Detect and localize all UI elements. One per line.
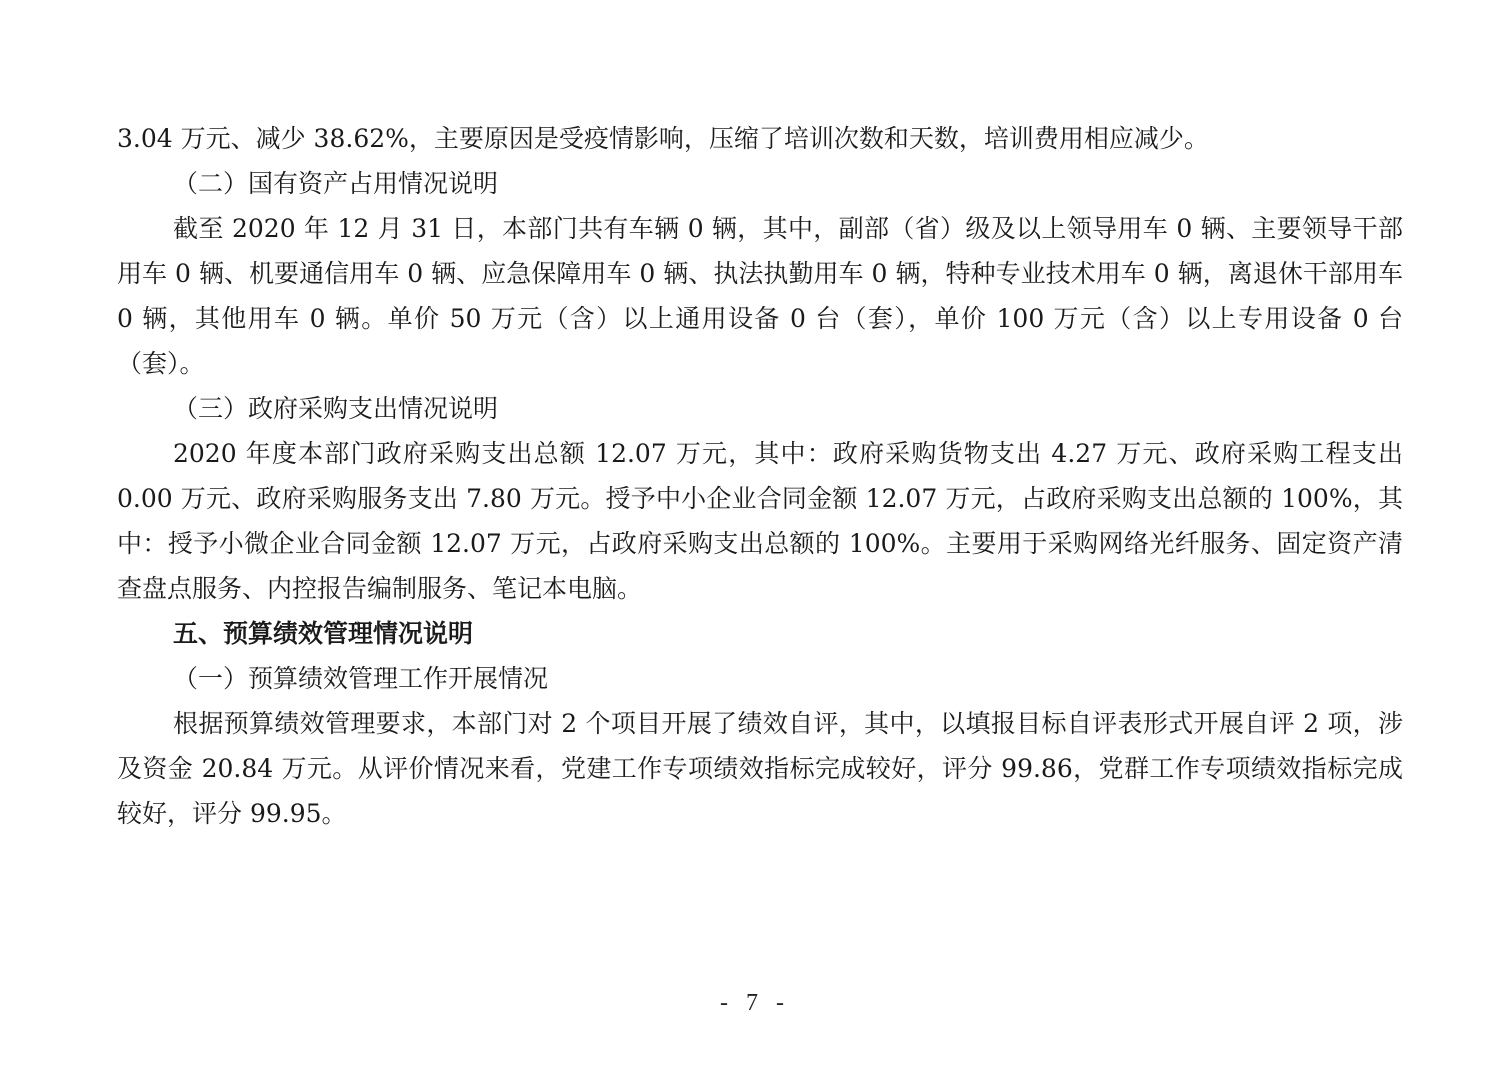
section-heading-performance-work: （一）预算绩效管理工作开展情况	[173, 664, 549, 693]
page-number: - 7 -	[720, 990, 790, 1016]
section-heading-procurement: （三）政府采购支出情况说明	[173, 394, 499, 423]
document-body	[117, 116, 1403, 836]
paragraph-procurement: 2020 年度本部门政府采购支出总额 12.07 万元，其中：政府采购货物支出 4.27 万元、政府采购工程支出 0.00 万元、政府采购服务支出 7.80 万元。授予中小企业合同金额 12.07 万元，占政府采购支出总额的 100%，其中：授予小微企业合同金额 12.07 万元，占政府采购支出总额的 100%。主要用于采购网络光纤服务、固定资产清查盘点服务、内控报告编制服务、笔记本电脑。	[117, 439, 1403, 603]
paragraph-assets: 截至 2020 年 12 月 31 日，本部门共有车辆 0 辆，其中，副部（省）级及以上领导用车 0 辆、主要领导干部用车 0 辆、机要通信用车 0 辆、应急保障用车 0 辆、执法执勤用车 0 辆，特种专业技术用车 0 辆，离退休干部用车 0 辆，其他用车 0 辆。单价 50 万元（含）以上通用设备 0 台（套），单价 100 万元（含）以上专用设备 0 台（套）。	[117, 214, 1403, 378]
chapter-heading-performance: 五、预算绩效管理情况说明	[173, 619, 474, 648]
section-heading-assets: （二）国有资产占用情况说明	[173, 169, 499, 198]
paragraph-continuation: 3.04 万元、减少 38.62%，主要原因是受疫情影响，压缩了培训次数和天数，培训费用相应减少。	[117, 124, 1209, 153]
paragraph-performance: 根据预算绩效管理要求，本部门对 2 个项目开展了绩效自评，其中，以填报目标自评表形式开展自评 2 项，涉及资金 20.84 万元。从评价情况来看，党建工作专项绩效指标完成较好，评分 99.86，党群工作专项绩效指标完成较好，评分 99.95。	[117, 709, 1403, 828]
